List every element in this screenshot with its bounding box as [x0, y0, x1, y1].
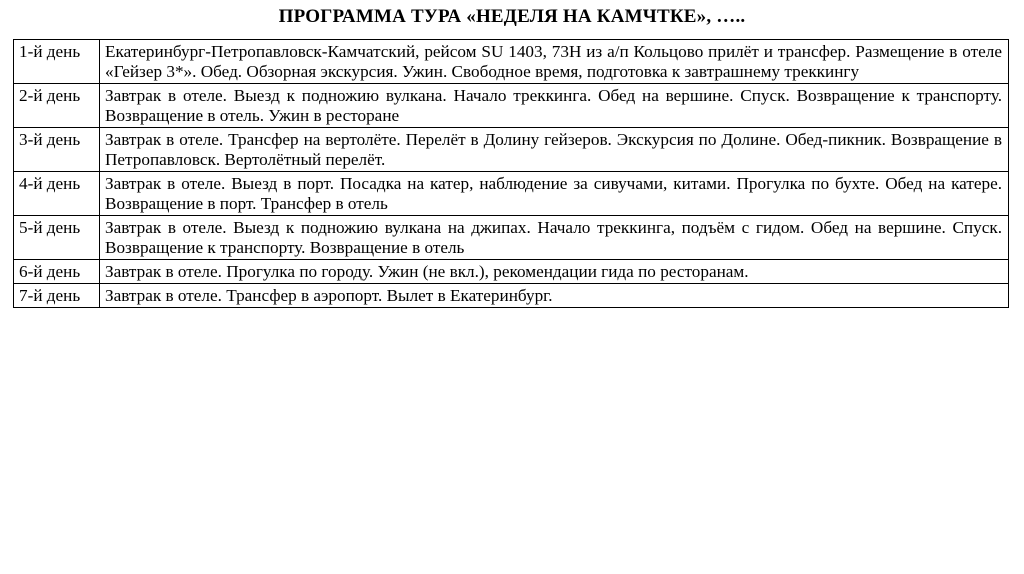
day-description: Завтрак в отеле. Выезд в порт. Посадка на катер, наблюдение за сивучами, китами. Прогулка по бухте. Обед на катере. Возвращение в порт. Трансфер в отель: [100, 172, 1009, 216]
day-description: Екатеринбург-Петропавловск-Камчатский, рейсом SU 1403, 73Н из а/п Кольцово прилёт и трансфер. Размещение в отеле «Гейзер 3*». Обед. Обзорная экскурсия. Ужин. Свободное время, подготовка к завтрашнему треккингу: [100, 40, 1009, 84]
table-row: [14, 128, 1009, 172]
day-label: 1-й день: [14, 40, 100, 84]
day-description: Завтрак в отеле. Трансфер на вертолёте. Перелёт в Долину гейзеров. Экскурсия по Долине. Обед-пикник. Возвращение в Петропавловск. Вертолётный перелёт.: [100, 128, 1009, 172]
day-label: 3-й день: [14, 128, 100, 172]
day-label: 2-й день: [14, 84, 100, 128]
table-row: [14, 260, 1009, 284]
tour-program-table: [13, 39, 1009, 308]
table-row: [14, 40, 1009, 84]
table-row: [14, 284, 1009, 308]
day-description: Завтрак в отеле. Трансфер в аэропорт. Вылет в Екатеринбург.: [100, 284, 1009, 308]
day-description: Завтрак в отеле. Выезд к подножию вулкана на джипах. Начало треккинга, подъём с гидом. Обед на вершине. Спуск. Возвращение к транспорту. Возвращение в отель: [100, 216, 1009, 260]
page-title: ПРОГРАММА ТУРА «НЕДЕЛЯ НА КАМЧТКЕ», …..: [278, 6, 746, 27]
day-label: 4-й день: [14, 172, 100, 216]
table-row: [14, 172, 1009, 216]
day-description: Завтрак в отеле. Прогулка по городу. Ужин (не вкл.), рекомендации гида по ресторанам.: [100, 260, 1009, 284]
table-row: [14, 216, 1009, 260]
table-row: [14, 84, 1009, 128]
day-description: Завтрак в отеле. Выезд к подножию вулкана. Начало треккинга. Обед на вершине. Спуск. Возвращение к транспорту. Возвращение в отель. Ужин в ресторане: [100, 84, 1009, 128]
day-label: 6-й день: [14, 260, 100, 284]
day-label: 7-й день: [14, 284, 100, 308]
day-label: 5-й день: [14, 216, 100, 260]
